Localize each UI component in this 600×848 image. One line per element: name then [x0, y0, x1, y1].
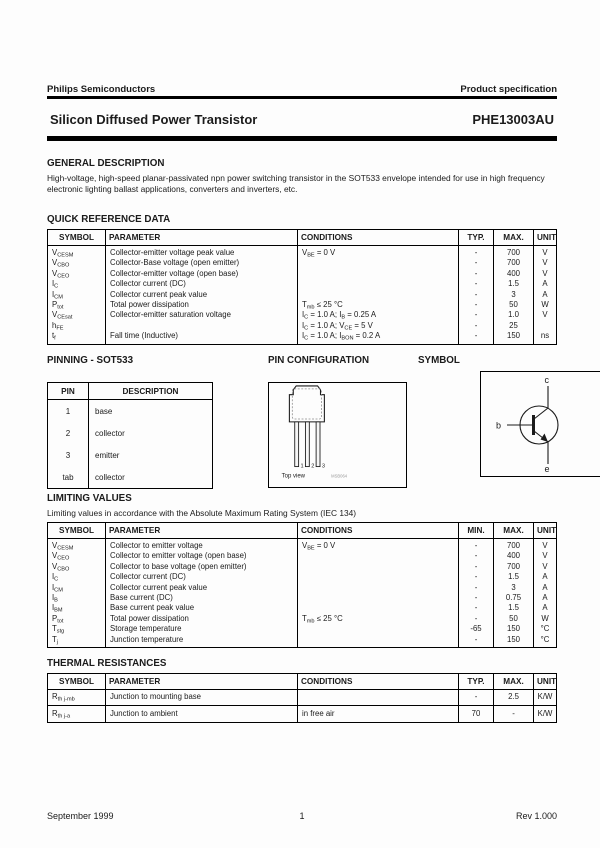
table-cell: Total power dissipation: [106, 300, 298, 310]
table-header-row: [48, 674, 557, 690]
limiting-values-note: Limiting values in accordance with the Absolute Maximum Rating System (IEC 134): [47, 508, 357, 518]
table-cell: Collector current peak value: [106, 583, 298, 593]
table-cell: -: [459, 583, 494, 593]
table-cell: Collector current (DC): [106, 279, 298, 289]
table-cell: 700: [494, 246, 534, 259]
table-cell: $I_{BM}$: [48, 603, 106, 613]
section-thermal-resistances: [47, 658, 557, 723]
publisher-name: Philips Semiconductors: [47, 84, 156, 95]
pinning-section: [47, 355, 213, 489]
table-cell: 1: [48, 400, 89, 423]
table-row: [48, 300, 557, 310]
table-cell: Collector to emitter voltage: [106, 539, 298, 552]
table-cell: 3: [494, 290, 534, 300]
table-cell: $V_{CEO}$: [48, 269, 106, 279]
column-header: SYMBOL: [48, 674, 106, 690]
footer-revision: Rev 1.000: [515, 811, 557, 821]
emitter-label: e: [544, 464, 550, 473]
page-number: 1: [299, 811, 305, 821]
table-cell: A: [534, 290, 557, 300]
table-cell: $V_{BE} = 0$ V: [298, 539, 459, 552]
table-row: [48, 422, 213, 444]
column-header: SYMBOL: [48, 523, 106, 539]
table-cell: W: [534, 614, 557, 624]
table-cell: -: [459, 562, 494, 572]
table-cell: 2.5: [494, 690, 534, 706]
table-row: [48, 466, 213, 489]
table-cell: collector: [95, 472, 125, 482]
column-header: MAX.: [494, 230, 534, 246]
table-cell: [298, 603, 459, 613]
column-header: UNIT: [534, 523, 557, 539]
table-row: [48, 603, 557, 613]
table-cell: °C: [534, 635, 557, 648]
table-cell: base: [95, 406, 113, 416]
table-cell: $T_j$: [48, 635, 106, 648]
table-cell: 3: [494, 583, 534, 593]
table-cell: 25: [494, 321, 534, 331]
table-cell: [298, 269, 459, 279]
thermal-resistances-table: [47, 673, 557, 723]
table-row: [48, 246, 557, 259]
table-cell: Collector-emitter voltage (open base): [106, 269, 298, 279]
general-description-text: High-voltage, high-speed planar-passivated npn power switching transistor in the SOT533 envelope intended for use in high frequency electronic lighting ballast applications, converters and inverters, etc.: [47, 173, 545, 194]
table-row: [48, 635, 557, 648]
table-cell: 400: [494, 269, 534, 279]
quick-reference-table: [47, 229, 557, 345]
column-header: TYP.: [459, 230, 494, 246]
table-cell: $I_C = 1.0$ A; $V_{CE} = 5$ V: [298, 321, 459, 331]
table-cell: -: [459, 310, 494, 320]
table-cell: [298, 624, 459, 634]
table-cell: 0.75: [494, 593, 534, 603]
table-row: [48, 572, 557, 582]
table-cell: Base current (DC): [106, 593, 298, 603]
table-cell: 700: [494, 258, 534, 268]
table-row: [48, 551, 557, 561]
table-cell: $I_{CM}$: [48, 290, 106, 300]
footer-date: September 1999: [47, 811, 114, 821]
column-header: UNIT: [534, 230, 557, 246]
table-cell: V: [534, 551, 557, 561]
table-row: [48, 279, 557, 289]
document-header: [47, 84, 557, 95]
table-cell: -: [494, 706, 534, 722]
table-cell: 50: [494, 614, 534, 624]
table-cell: [298, 572, 459, 582]
column-header: DESCRIPTION: [89, 383, 213, 400]
table-cell: [298, 279, 459, 289]
table-cell: Collector-Base voltage (open emitter): [106, 258, 298, 268]
table-cell: $I_{CM}$: [48, 583, 106, 593]
spec-type-label: Product specification: [460, 84, 557, 95]
table-cell: 1.5: [494, 279, 534, 289]
table-cell: °C: [534, 624, 557, 634]
table-cell: Collector-emitter saturation voltage: [106, 310, 298, 320]
table-cell: $I_C$: [48, 572, 106, 582]
table-cell: in free air: [298, 706, 459, 722]
table-cell: [298, 551, 459, 561]
table-cell: 150: [494, 331, 534, 344]
table-cell: $V_{CBO}$: [48, 562, 106, 572]
table-cell: -65: [459, 624, 494, 634]
table-cell: A: [534, 603, 557, 613]
column-header: UNIT: [534, 674, 557, 690]
package-drawing: [269, 383, 406, 487]
section-heading-thermal-resistances: THERMAL RESISTANCES: [47, 658, 167, 669]
table-cell: [298, 290, 459, 300]
table-row: [48, 624, 557, 634]
package-lead-3: [316, 422, 320, 467]
table-row: [48, 593, 557, 603]
table-header-row: [48, 383, 213, 400]
table-cell: Total power dissipation: [106, 614, 298, 624]
table-cell: [298, 258, 459, 268]
table-cell: Collector to emitter voltage (open base): [106, 551, 298, 561]
table-cell: -: [459, 572, 494, 582]
table-cell: tab: [48, 466, 89, 489]
table-cell: -: [459, 290, 494, 300]
transistor-symbol: [481, 372, 600, 473]
table-row: [48, 706, 557, 722]
column-header: MIN.: [459, 523, 494, 539]
table-cell: -: [459, 300, 494, 310]
section-heading-symbol: SYMBOL: [418, 355, 460, 366]
table-cell: 2: [48, 422, 89, 444]
table-cell: 1.0: [494, 310, 534, 320]
table-row: [48, 690, 557, 706]
table-cell: -: [459, 279, 494, 289]
table-cell: Collector current (DC): [106, 572, 298, 582]
table-cell: Junction to ambient: [106, 706, 298, 722]
document-footer: [47, 811, 557, 825]
table-cell: Storage temperature: [106, 624, 298, 634]
pin-number-3: 3: [321, 463, 326, 470]
table-row: [48, 310, 557, 320]
table-cell: V: [534, 310, 557, 320]
column-header: PARAMETER: [106, 523, 298, 539]
table-header-row: [48, 523, 557, 539]
table-cell: -: [459, 258, 494, 268]
title-block: [47, 103, 557, 136]
page-title: Silicon Diffused Power Transistor: [50, 112, 258, 127]
table-cell: Junction temperature: [106, 635, 298, 648]
table-cell: -: [459, 603, 494, 613]
package-lead-1: [295, 422, 299, 467]
table-cell: $V_{CESM}$: [48, 539, 106, 552]
column-header: SYMBOL: [48, 230, 106, 246]
table-cell: [298, 690, 459, 706]
collector-label: c: [544, 375, 549, 385]
header-rule: [47, 96, 557, 99]
table-cell: -: [459, 593, 494, 603]
table-cell: A: [534, 593, 557, 603]
table-cell: [534, 321, 557, 331]
column-header: PARAMETER: [106, 230, 298, 246]
column-header: MAX.: [494, 523, 534, 539]
table-cell: [298, 635, 459, 648]
table-cell: $I_C$: [48, 279, 106, 289]
column-header: CONDITIONS: [298, 523, 459, 539]
table-cell: $P_{tot}$: [48, 300, 106, 310]
table-cell: $P_{tot}$: [48, 614, 106, 624]
table-header-row: [48, 230, 557, 246]
table-cell: Collector to base voltage (open emitter): [106, 562, 298, 572]
drawing-code: MSB064: [331, 473, 348, 479]
table-cell: $T_{stg}$: [48, 624, 106, 634]
limiting-values-table: [47, 522, 557, 648]
table-cell: 150: [494, 624, 534, 634]
table-cell: A: [534, 572, 557, 582]
table-cell: $t_f$: [48, 331, 106, 344]
table-cell: 700: [494, 539, 534, 552]
table-cell: -: [459, 539, 494, 552]
table-cell: $I_B$: [48, 593, 106, 603]
package-body: [289, 386, 324, 422]
table-cell: W: [534, 300, 557, 310]
table-row: [48, 400, 213, 423]
column-header: CONDITIONS: [298, 674, 459, 690]
table-cell: 700: [494, 562, 534, 572]
pin-number-1: 1: [300, 463, 304, 470]
section-heading-pinning: PINNING - SOT533: [47, 355, 134, 366]
symbol-box: [480, 371, 600, 477]
table-cell: A: [534, 583, 557, 593]
table-cell: 70: [459, 706, 494, 722]
table-cell: [298, 593, 459, 603]
column-header: PIN: [48, 383, 89, 400]
table-row: [48, 444, 213, 466]
table-cell: V: [534, 539, 557, 552]
table-cell: [298, 583, 459, 593]
emitter-arrow: [541, 434, 549, 443]
table-cell: V: [534, 246, 557, 259]
pin-configuration-section: [268, 355, 405, 488]
section-pinning-row: [47, 355, 557, 485]
column-header: TYP.: [459, 674, 494, 690]
table-cell: -: [459, 269, 494, 279]
section-general-description: [47, 158, 557, 195]
table-cell: 1.5: [494, 603, 534, 613]
section-quick-reference: [47, 214, 557, 345]
table-cell: K/W: [534, 706, 557, 722]
table-row: [48, 321, 557, 331]
table-row: [48, 269, 557, 279]
table-cell: -: [459, 635, 494, 648]
table-cell: -: [459, 614, 494, 624]
table-cell: -: [459, 331, 494, 344]
table-row: [48, 539, 557, 552]
table-cell: $V_{CESM}$: [48, 246, 106, 259]
table-cell: Collector current peak value: [106, 290, 298, 300]
table-cell: collector: [95, 428, 125, 438]
section-heading-quick-reference: QUICK REFERENCE DATA: [47, 214, 171, 225]
table-cell: $R_{th j-mb}$: [48, 690, 106, 706]
table-cell: 150: [494, 635, 534, 648]
table-row: [48, 614, 557, 624]
table-cell: K/W: [534, 690, 557, 706]
table-cell: 50: [494, 300, 534, 310]
section-heading-pin-configuration: PIN CONFIGURATION: [268, 355, 370, 366]
pin-configuration-box: [268, 382, 407, 488]
table-cell: $I_C = 1.0$ A; $I_{BON} = 0.2$ A: [298, 331, 459, 344]
table-cell: ns: [534, 331, 557, 344]
symbol-section: [418, 355, 600, 473]
table-cell: V: [534, 562, 557, 572]
table-cell: -: [459, 246, 494, 259]
table-row: [48, 331, 557, 344]
column-header: MAX.: [494, 674, 534, 690]
table-cell: [106, 321, 298, 331]
table-row: [48, 562, 557, 572]
section-heading-general-description: GENERAL DESCRIPTION: [47, 158, 165, 169]
title-rule: [47, 136, 557, 141]
table-row: [48, 290, 557, 300]
table-cell: A: [534, 279, 557, 289]
table-row: [48, 258, 557, 268]
pin-number-2: 2: [311, 463, 315, 470]
section-heading-limiting-values: LIMITING VALUES: [47, 493, 132, 504]
table-cell: $I_C = 1.0$ A; $I_B = 0.25$ A: [298, 310, 459, 320]
table-cell: $V_{CEsat}$: [48, 310, 106, 320]
table-cell: Collector-emitter voltage peak value: [106, 246, 298, 259]
top-view-caption: Top view: [281, 473, 306, 480]
table-cell: [298, 562, 459, 572]
table-cell: V: [534, 269, 557, 279]
table-cell: $V_{CEO}$: [48, 551, 106, 561]
table-cell: Base current peak value: [106, 603, 298, 613]
package-lead-2: [305, 422, 309, 467]
table-cell: Junction to mounting base: [106, 690, 298, 706]
table-cell: $T_{mb} \le 25$ °C: [298, 614, 459, 624]
table-cell: $T_{mb} \le 25$ °C: [298, 300, 459, 310]
table-cell: 1.5: [494, 572, 534, 582]
table-row: [48, 583, 557, 593]
symbol-collector-diagonal: [534, 408, 548, 419]
table-cell: V: [534, 258, 557, 268]
column-header: CONDITIONS: [298, 230, 459, 246]
table-cell: -: [459, 690, 494, 706]
table-cell: $h_{FE}$: [48, 321, 106, 331]
table-cell: Fall time (Inductive): [106, 331, 298, 344]
pinning-table: [47, 382, 213, 489]
base-label: b: [496, 420, 502, 431]
table-cell: $V_{BE} = 0$ V: [298, 246, 459, 259]
table-cell: $R_{th j-a}$: [48, 706, 106, 722]
part-number: PHE13003AU: [472, 112, 554, 127]
table-cell: 3: [48, 444, 89, 466]
section-limiting-values: [47, 493, 557, 648]
table-cell: -: [459, 321, 494, 331]
table-cell: $V_{CBO}$: [48, 258, 106, 268]
table-cell: emitter: [95, 450, 120, 460]
column-header: PARAMETER: [106, 674, 298, 690]
table-cell: 400: [494, 551, 534, 561]
table-cell: -: [459, 551, 494, 561]
